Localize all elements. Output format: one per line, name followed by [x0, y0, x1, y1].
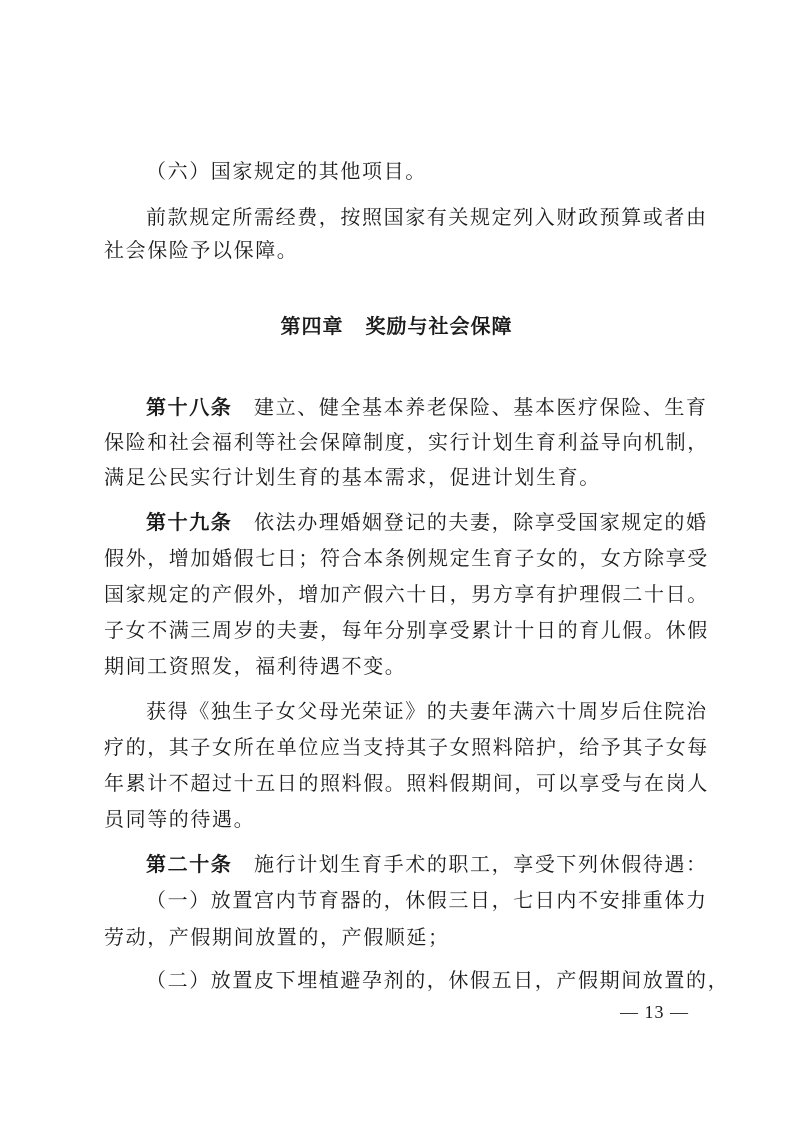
text-line: 年累计不超过十五日的照料假。照料假期间，可以享受与在岗人 — [104, 771, 709, 795]
text-line: 前款规定所需经费，按照国家有关规定列入财政预算或者由 — [146, 205, 708, 229]
chapter-title: 奖励与社会保障 — [365, 314, 513, 338]
text-line: 国家规定的产假外，增加产假六十日，男方享有护理假二十日。 — [104, 582, 709, 606]
text-line: （一）放置宫内节育器的，休假三日，七日内不安排重体力 — [146, 888, 708, 912]
text-line: 期间工资照发，福利待遇不变。 — [104, 654, 407, 678]
article-label: 第十八条 — [146, 395, 233, 419]
text-line: 假外，增加婚假七日；符合本条例规定生育子女的，女方除享受 — [104, 546, 709, 570]
text-line: 子女不满三周岁的夫妻，每年分别享受累计十日的育儿假。休假 — [104, 618, 709, 642]
text-line: 疗的，其子女所在单位应当支持其子女照料陪护，给予其子女每 — [104, 735, 709, 759]
text-line: 劳动，产假期间放置的，产假顺延； — [104, 925, 450, 949]
chapter-number: 第四章 — [280, 314, 344, 338]
text-line: （二）放置皮下埋植避孕剂的，休假五日，产假期间放置的， — [146, 968, 730, 992]
text-line: 员同等的待遇。 — [104, 807, 256, 831]
article-18-line — [146, 393, 708, 421]
text-line: 获得《独生子女父母光荣证》的夫妻年满六十周岁后住院治 — [146, 699, 708, 723]
text-line: 满足公民实行计划生育的基本需求，促进计划生育。 — [104, 465, 601, 489]
article-text: 建立、健全基本养老保险、基本医疗保险、生育 — [254, 395, 708, 419]
text-line: 社会保险予以保障。 — [104, 238, 299, 262]
article-text: 施行计划生育手术的职工，享受下列休假待遇： — [254, 852, 708, 876]
article-text: 依法办理婚姻登记的夫妻，除享受国家规定的婚 — [254, 510, 708, 534]
text-line: 保险和社会福利等社会保障制度，实行计划生育利益导向机制， — [104, 430, 709, 454]
article-20-line — [146, 850, 708, 878]
text-line: （六）国家规定的其他项目。 — [146, 159, 427, 183]
chapter-heading — [0, 312, 793, 340]
page-number: — 13 — — [620, 1002, 689, 1022]
article-19-line — [146, 508, 708, 536]
article-label: 第十九条 — [146, 510, 233, 534]
article-label: 第二十条 — [146, 852, 233, 876]
